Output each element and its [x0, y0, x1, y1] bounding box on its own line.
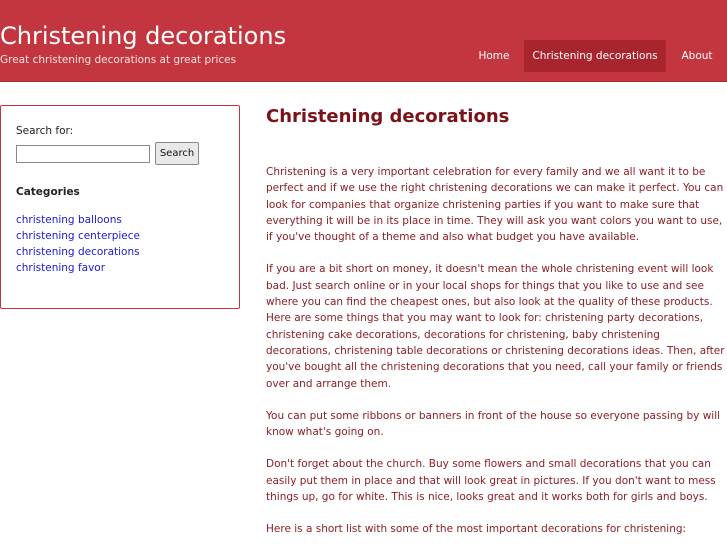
paragraph: Don't forget about the church. Buy some flowers and small decorations that you can easily put them in place and that will look great in pictures. If you don't want to mess things up, go for white. This is nice, looks great and it works both for girls and boys. [266, 458, 716, 504]
category-list [16, 210, 140, 274]
category-link-christening-decorations[interactable]: christening decorations [16, 246, 140, 258]
search-label: Search for: [16, 125, 74, 137]
category-link-christening-favor[interactable]: christening favor [16, 262, 106, 274]
list-item [16, 210, 140, 226]
list-item [16, 258, 140, 274]
paragraph: Here is a short list with some of the most important decorations for christening: [266, 523, 687, 536]
categories-heading: Categories [16, 186, 80, 198]
site-title[interactable]: Christening decorations [0, 22, 287, 50]
category-link-christening-balloons[interactable]: christening balloons [16, 214, 122, 226]
article-body [266, 164, 727, 554]
list-item [16, 242, 140, 258]
page-title: Christening decorations [266, 106, 510, 127]
paragraph: Christening is a very important celebration for every family and we all want it to be perfect and if we use the right christening decorations we can make it perfect. You can look for companies that organize christening parties if you want to make sure that everything it will be in its place in time. They will ask you want colors you want to use, if you've thought of a theme and also what budget you have available. [266, 166, 724, 244]
site-tagline: Great christening decorations at great prices [0, 54, 237, 66]
search-input[interactable] [16, 145, 150, 163]
nav-about[interactable]: About [681, 50, 713, 62]
list-item [16, 226, 140, 242]
main-content [266, 105, 727, 536]
site-header [0, 0, 727, 82]
sidebar [0, 105, 240, 309]
paragraph: You can put some ribbons or banners in front of the house so everyone passing by will know what's going on. [266, 409, 721, 439]
search-button[interactable]: Search [155, 142, 199, 165]
nav-christening-decorations[interactable]: Christening decorations [524, 40, 666, 72]
nav-home[interactable]: Home [478, 50, 510, 62]
paragraph: If you are a bit short on money, it doesn't mean the whole christening event will look bad. Just search online or in your local shops for things that you like to use and see where you can find the cheapest ones, but also look at the quality of these products. Here are some things that you may want to look for: christening party decorations, christening cake decorations, decorations for christening, baby christening decorations, christening table decorations or christening decorations ideas. Then, after you've bought all the christening decorations that you need, call your family or friends over and arrange them. [266, 263, 725, 390]
category-link-christening-centerpiece[interactable]: christening centerpiece [16, 230, 140, 242]
main-nav [0, 40, 727, 72]
